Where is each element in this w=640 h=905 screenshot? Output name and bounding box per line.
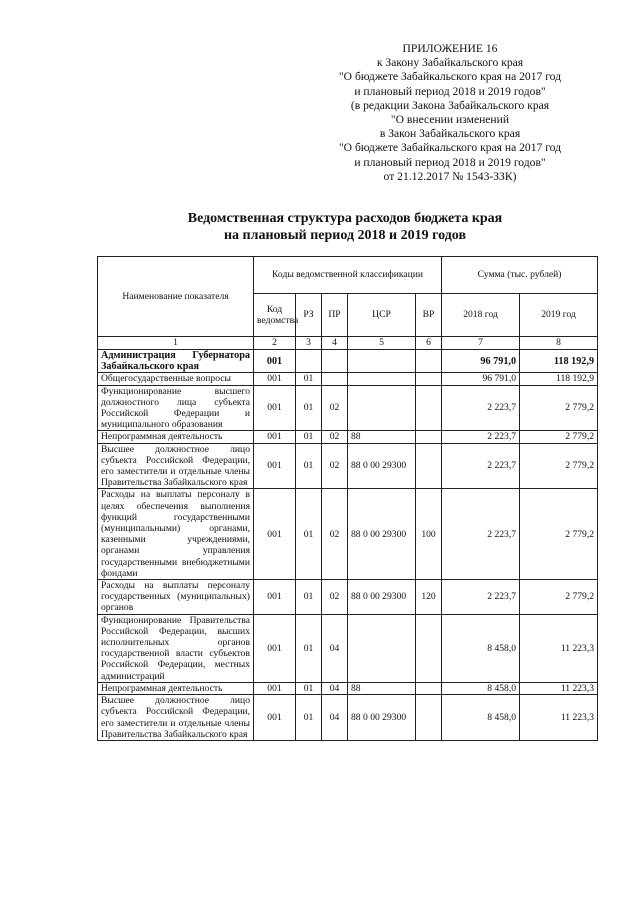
col-number: 5 bbox=[348, 337, 416, 350]
header-line: "О бюджете Забайкальского края на 2017 год bbox=[338, 70, 562, 84]
cell-pr bbox=[322, 373, 348, 385]
col-header-vr: ВР bbox=[416, 294, 442, 337]
cell-vr bbox=[416, 695, 442, 741]
col-header-csr: ЦСР bbox=[348, 294, 416, 337]
cell-2019: 11 223,3 bbox=[520, 682, 598, 694]
cell-rz: 01 bbox=[296, 580, 322, 615]
col-header-ved: Код ведомства bbox=[254, 294, 296, 337]
document-title bbox=[150, 210, 540, 244]
cell-ved: 001 bbox=[254, 431, 296, 443]
title-line-1: Ведомственная структура расходов бюджета края bbox=[187, 211, 503, 226]
table-row bbox=[98, 695, 598, 741]
cell-2018: 8 458,0 bbox=[442, 682, 520, 694]
header-line: к Закону Забайкальского края bbox=[376, 56, 524, 70]
col-header-sum: Сумма (тыс. рублей) bbox=[442, 257, 598, 294]
header-line: ПРИЛОЖЕНИЕ 16 bbox=[402, 42, 498, 55]
cell-ved: 001 bbox=[254, 580, 296, 615]
cell-rz: 01 bbox=[296, 385, 322, 431]
cell-2019: 2 779,2 bbox=[520, 489, 598, 580]
cell-rz: 01 bbox=[296, 489, 322, 580]
cell-2019: 118 192,9 bbox=[520, 350, 598, 373]
cell-vr: 100 bbox=[416, 489, 442, 580]
cell-name: Непрограммная деятельность bbox=[98, 431, 254, 443]
cell-vr bbox=[416, 431, 442, 443]
cell-pr: 02 bbox=[322, 443, 348, 489]
col-number: 7 bbox=[442, 337, 520, 350]
cell-2018: 8 458,0 bbox=[442, 614, 520, 682]
table-row bbox=[98, 489, 598, 580]
cell-2018: 96 791,0 bbox=[442, 350, 520, 373]
cell-ved: 001 bbox=[254, 373, 296, 385]
cell-csr bbox=[348, 350, 416, 373]
col-header-pr: ПР bbox=[322, 294, 348, 337]
header-line: и плановый период 2018 и 2019 годов" bbox=[354, 84, 546, 98]
cell-pr: 02 bbox=[322, 385, 348, 431]
col-number: 3 bbox=[296, 337, 322, 350]
table-row bbox=[98, 443, 598, 489]
cell-ved: 001 bbox=[254, 614, 296, 682]
cell-csr: 88 0 00 29300 bbox=[348, 443, 416, 489]
cell-vr bbox=[416, 373, 442, 385]
cell-csr: 88 bbox=[348, 431, 416, 443]
table-row bbox=[98, 385, 598, 431]
cell-2018: 2 223,7 bbox=[442, 580, 520, 615]
cell-ved: 001 bbox=[254, 682, 296, 694]
cell-vr bbox=[416, 350, 442, 373]
cell-name: Расходы на выплаты персоналу государственных (муниципальных) органов bbox=[98, 580, 254, 615]
cell-name: Высшее должностное лицо субъекта Российской Федерации, его заместители и отдельные члены Правительства Забайкальского края bbox=[98, 443, 254, 489]
table-row bbox=[98, 431, 598, 443]
cell-ved: 001 bbox=[254, 443, 296, 489]
cell-2018: 2 223,7 bbox=[442, 385, 520, 431]
table-body bbox=[98, 350, 598, 741]
cell-name: Общегосударственные вопросы bbox=[98, 373, 254, 385]
cell-csr: 88 0 00 29300 bbox=[348, 489, 416, 580]
cell-vr bbox=[416, 443, 442, 489]
header-line: и плановый период 2018 и 2019 годов" bbox=[354, 155, 546, 169]
cell-2019: 118 192,9 bbox=[520, 373, 598, 385]
cell-csr: 88 0 00 29300 bbox=[348, 695, 416, 741]
appendix-header bbox=[300, 42, 600, 184]
col-number: 6 bbox=[416, 337, 442, 350]
col-header-codes: Коды ведомственной классификации bbox=[254, 257, 442, 294]
cell-2019: 2 779,2 bbox=[520, 580, 598, 615]
cell-csr bbox=[348, 385, 416, 431]
table-row bbox=[98, 373, 598, 385]
table-row bbox=[98, 614, 598, 682]
cell-rz: 01 bbox=[296, 682, 322, 694]
col-header-2018: 2018 год bbox=[442, 294, 520, 337]
col-header-rz: РЗ bbox=[296, 294, 322, 337]
col-number: 1 bbox=[98, 337, 254, 350]
header-line: "О внесении изменений bbox=[390, 113, 510, 127]
cell-ved: 001 bbox=[254, 489, 296, 580]
cell-rz: 01 bbox=[296, 695, 322, 741]
col-header-2019: 2019 год bbox=[520, 294, 598, 337]
cell-ved: 001 bbox=[254, 695, 296, 741]
table-row bbox=[98, 580, 598, 615]
budget-table bbox=[97, 256, 598, 741]
cell-name: Непрограммная деятельность bbox=[98, 682, 254, 694]
cell-rz: 01 bbox=[296, 431, 322, 443]
cell-pr: 04 bbox=[322, 682, 348, 694]
cell-2019: 2 779,2 bbox=[520, 385, 598, 431]
cell-2018: 2 223,7 bbox=[442, 489, 520, 580]
cell-csr bbox=[348, 373, 416, 385]
header-line: (в редакции Закона Забайкальского края bbox=[350, 98, 550, 112]
header-line: "О бюджете Забайкальского края на 2017 год bbox=[338, 141, 562, 155]
table-row bbox=[98, 350, 598, 373]
cell-2019: 11 223,3 bbox=[520, 614, 598, 682]
cell-pr: 02 bbox=[322, 489, 348, 580]
cell-2018: 8 458,0 bbox=[442, 695, 520, 741]
cell-name: Администрация Губернатора Забайкальского края bbox=[98, 350, 254, 373]
cell-2018: 96 791,0 bbox=[442, 373, 520, 385]
cell-name: Функционирование Правительства Российской Федерации, высших исполнительных органов государственной власти субъектов Российской Федерации, местных администраций bbox=[98, 614, 254, 682]
cell-pr: 02 bbox=[322, 580, 348, 615]
cell-rz: 01 bbox=[296, 614, 322, 682]
cell-name: Расходы на выплаты персоналу в целях обеспечения выполнения функций государственными (муниципальными) органами, казенными учреждениями, органами управления государственными внебюджетными фондами bbox=[98, 489, 254, 580]
cell-pr: 04 bbox=[322, 695, 348, 741]
cell-pr: 04 bbox=[322, 614, 348, 682]
cell-rz bbox=[296, 350, 322, 373]
cell-vr bbox=[416, 385, 442, 431]
cell-csr: 88 bbox=[348, 682, 416, 694]
header-line: в Закон Забайкальского края bbox=[379, 127, 521, 141]
cell-name: Высшее должностное лицо субъекта Российской Федерации, его заместители и отдельные члены Правительства Забайкальского края bbox=[98, 695, 254, 741]
cell-vr bbox=[416, 682, 442, 694]
cell-ved: 001 bbox=[254, 385, 296, 431]
header-line: от 21.12.2017 № 1543-ЗЗК) bbox=[383, 169, 517, 183]
cell-2019: 2 779,2 bbox=[520, 431, 598, 443]
col-header-name: Наименование показателя bbox=[98, 257, 254, 337]
table-row bbox=[98, 682, 598, 694]
cell-2019: 11 223,3 bbox=[520, 695, 598, 741]
cell-rz: 01 bbox=[296, 443, 322, 489]
cell-ved: 001 bbox=[254, 350, 296, 373]
cell-rz: 01 bbox=[296, 373, 322, 385]
cell-pr bbox=[322, 350, 348, 373]
cell-2018: 2 223,7 bbox=[442, 431, 520, 443]
cell-vr bbox=[416, 614, 442, 682]
cell-csr: 88 0 00 29300 bbox=[348, 580, 416, 615]
cell-vr: 120 bbox=[416, 580, 442, 615]
cell-pr: 02 bbox=[322, 431, 348, 443]
col-number: 4 bbox=[322, 337, 348, 350]
col-number: 2 bbox=[254, 337, 296, 350]
cell-2018: 2 223,7 bbox=[442, 443, 520, 489]
cell-csr bbox=[348, 614, 416, 682]
col-number: 8 bbox=[520, 337, 598, 350]
cell-2019: 2 779,2 bbox=[520, 443, 598, 489]
cell-name: Функционирование высшего должностного лица субъекта Российской Федерации и муниципального образования bbox=[98, 385, 254, 431]
title-line-2: на плановый период 2018 и 2019 годов bbox=[223, 228, 467, 243]
